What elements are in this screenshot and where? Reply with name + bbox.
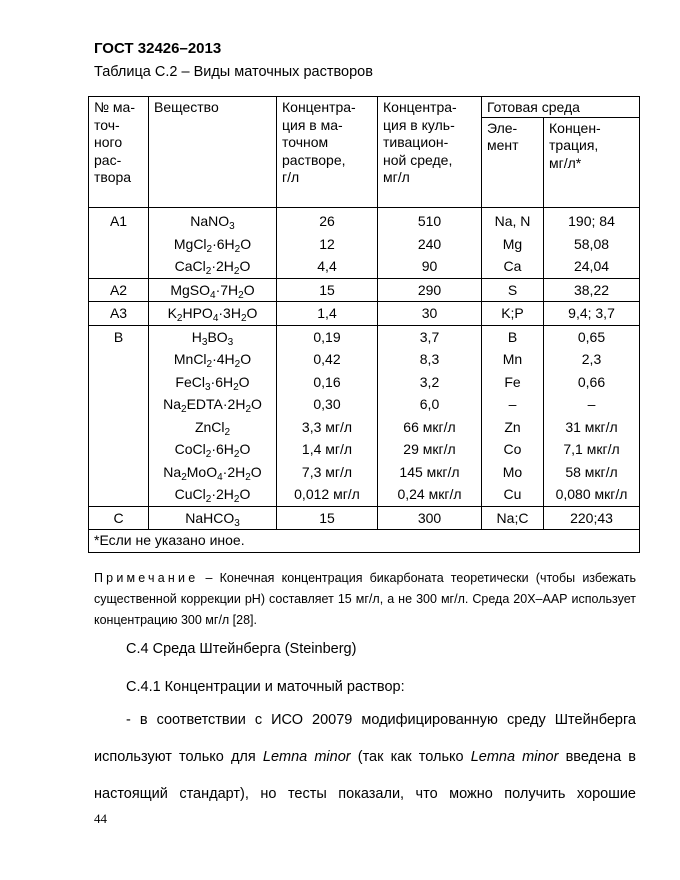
substance-cell [149, 325, 277, 506]
header-line: растворе, [282, 151, 346, 168]
element-cell [482, 506, 544, 530]
stock-concentration-cell [277, 208, 378, 279]
element-concentration-cell [544, 325, 640, 506]
culture-concentration: 6,0 [419, 396, 440, 412]
substance: ZnCl$_2$ [194, 418, 231, 438]
note-text: – Конечная концентрация бикарбоната теоретически (чтобы избежать существенной коррекции pH) составляет 15 мг/л, а не 300 мг/л. Среда 20Х–ААР использует концентрацию 300 мг/л [28]. [94, 571, 636, 627]
element-concentration: 58 мкг/л [565, 463, 618, 480]
substance: $Na_2EDTA\cdot 2H_2O$ [163, 396, 262, 415]
line2-species-1: Lemna minor [262, 749, 351, 765]
substance: $MgCl_2\cdot 6H_2O$ [173, 235, 252, 255]
table-row [89, 325, 640, 506]
substance: $CoCl_2\cdot 6H_2O$ [174, 441, 251, 460]
substance: $FeCl_3\cdot 6H_2O$ [175, 373, 250, 393]
substance: $MnCl_2\cdot 4H_2O$ [173, 351, 252, 370]
element-concentration: 24,04 [573, 258, 610, 274]
line2-text-a: используют только для [94, 749, 263, 765]
header-element-concentration [544, 117, 640, 208]
culture-concentration: 240 [417, 235, 442, 252]
line2-text-b: (так как только [350, 749, 471, 765]
substance-cell [149, 302, 277, 326]
substance: NaNO$_3$ [190, 213, 235, 232]
stock-concentration: 0,16 [313, 373, 341, 390]
element-cell [482, 278, 544, 302]
stock-concentration: 12 [319, 235, 335, 252]
stock-concentration: 7,3 мг/л [301, 463, 353, 480]
header-solution-no [89, 97, 149, 208]
header-line: ция в ма- [282, 116, 343, 133]
element: Zn [504, 418, 521, 435]
table-caption: Таблица С.2 – Виды маточных растворов [94, 64, 373, 80]
substance-cell [149, 506, 277, 530]
stock-concentration: 4,4 [317, 258, 337, 274]
page-number: 44 [94, 811, 107, 826]
section-heading-c4: С.4 Среда Штейнберга (Steinberg) [126, 641, 357, 657]
stock-concentration-cell [277, 302, 378, 326]
element-concentration: 2,3 [581, 351, 602, 367]
element-concentration: 0,66 [577, 373, 606, 390]
header-stock-concentration [277, 97, 378, 208]
header-substance: Вещество [149, 97, 277, 208]
element: Na, N [494, 213, 531, 229]
header-line: точ- [94, 116, 120, 133]
stock-concentration-cell [277, 325, 378, 506]
standard-designation: ГОСТ 32426–2013 [94, 40, 222, 57]
element: Ca [503, 258, 522, 274]
header-line: мент [487, 137, 519, 153]
header-line: Концен- [549, 119, 601, 136]
culture-concentration: 66 мкг/л [403, 418, 456, 435]
element-concentration-cell [544, 278, 640, 302]
substance: $CuCl_2\cdot 2H_2O$ [174, 486, 251, 505]
element: Mn [502, 351, 523, 367]
element-cell [482, 302, 544, 326]
element-concentration: 0,65 [577, 328, 606, 345]
element: B [507, 328, 518, 345]
header-ready-medium: Готовая среда [482, 97, 640, 118]
element: Co [503, 441, 522, 457]
culture-concentration-cell [378, 506, 482, 530]
culture-concentration: 300 [417, 509, 442, 526]
element-cell [482, 208, 544, 279]
substance: $H_3BO_3$ [191, 328, 234, 348]
element-concentration: 31 мкг/л [565, 418, 618, 435]
culture-concentration: 29 мкг/л [403, 441, 456, 457]
stock-concentration-cell [277, 278, 378, 302]
element-concentration: 7,1 мкг/л [563, 441, 620, 457]
culture-concentration: 30 [421, 305, 438, 321]
header-line: г/л [282, 169, 300, 185]
element-concentration-cell [544, 208, 640, 279]
element-concentration-cell [544, 506, 640, 530]
header-line: тивацион- [383, 134, 449, 150]
paragraph-line-1: - в соответствии с ИСО 20079 модифицированную среду Штейнберга [126, 712, 636, 728]
stock-concentration: 0,42 [313, 351, 341, 367]
solution-id: A3 [89, 302, 149, 326]
stock-concentration-cell [277, 506, 378, 530]
element: Fe [504, 373, 521, 390]
stock-concentration: 15 [319, 281, 335, 298]
line2-species-2: Lemna minor [470, 749, 559, 765]
table-row [89, 302, 640, 326]
header-line: мг/л [383, 169, 410, 185]
element: K;P [501, 305, 524, 321]
stock-concentration: 26 [319, 213, 335, 229]
element-concentration: 190; 84 [568, 213, 615, 229]
header-line: Концентра- [282, 99, 356, 115]
element: S [507, 281, 518, 298]
substance-cell [149, 278, 277, 302]
culture-concentration-cell [378, 208, 482, 279]
culture-concentration: 3,7 [419, 328, 440, 345]
header-line: рас- [94, 151, 122, 168]
stock-concentration: 0,30 [313, 396, 341, 412]
element-concentration-cell [544, 302, 640, 326]
header-line: точном [282, 134, 329, 150]
line2-text-c: введена в [558, 749, 636, 765]
culture-concentration-cell [378, 278, 482, 302]
element-cell [482, 325, 544, 506]
element: Mg [502, 235, 523, 252]
element: Cu [503, 486, 522, 502]
solution-id: A2 [89, 278, 149, 302]
paragraph-line-2 [94, 749, 636, 765]
header-line: Эле- [487, 119, 518, 136]
paragraph-line-3: настоящий стандарт), но тесты показали, что можно получить хорошие [94, 786, 636, 802]
culture-concentration: 510 [417, 213, 442, 229]
solution-id: B [89, 325, 149, 506]
header-line: мг/л* [549, 154, 582, 171]
stock-concentration: 15 [319, 509, 335, 526]
substance-cell [149, 208, 277, 279]
header-line: трация, [549, 137, 599, 153]
table-body [89, 208, 640, 530]
culture-concentration: 90 [421, 258, 438, 274]
element-concentration: 0,080 мкг/л [555, 486, 628, 502]
stock-concentration: 3,3 мг/л [301, 418, 353, 435]
culture-concentration-cell [378, 302, 482, 326]
element-concentration: 38,22 [573, 281, 610, 298]
element: – [508, 396, 517, 412]
header-culture-concentration [378, 97, 482, 208]
culture-concentration: 145 мкг/л [399, 463, 460, 480]
header-element [482, 117, 544, 208]
table-footnote: *Если не указано иное. [89, 530, 640, 553]
culture-concentration-cell [378, 325, 482, 506]
element-concentration: 9,4; 3,7 [568, 305, 615, 321]
table-note [94, 568, 636, 631]
solution-id: C [89, 506, 149, 530]
culture-concentration: 3,2 [419, 373, 440, 390]
stock-concentration: 0,012 мг/л [294, 486, 360, 502]
element: Mo [502, 463, 523, 480]
section-heading-c41: С.4.1 Концентрации и маточный раствор: [126, 679, 405, 695]
header-line: № ма- [94, 99, 135, 115]
header-line: ного [94, 134, 123, 150]
table-row [89, 506, 640, 530]
substance: $K_2HPO_4\cdot 3H_2O$ [167, 305, 258, 324]
substance: $CaCl_2\cdot 2H_2O$ [174, 258, 251, 277]
element-concentration: 58,08 [573, 235, 610, 252]
culture-concentration: 8,3 [419, 351, 440, 367]
table-row [89, 208, 640, 279]
header-line: твора [94, 169, 132, 185]
header-line: Концентра- [383, 99, 457, 115]
substance: $MgSO_4\cdot 7H_2O$ [170, 281, 255, 301]
solution-id: A1 [89, 208, 149, 279]
element: Na;C [496, 509, 529, 526]
element-concentration: 220;43 [570, 509, 613, 526]
culture-concentration: 290 [417, 281, 442, 298]
header-line: ной среде, [383, 151, 453, 168]
substance: $Na_2MoO_4\cdot 2H_2O$ [163, 463, 262, 483]
stock-solutions-table [88, 96, 640, 553]
substance: NaHCO$_3$ [185, 509, 240, 529]
stock-concentration: 1,4 [317, 305, 337, 321]
note-label: Примечание [94, 571, 199, 585]
culture-concentration: 0,24 мкг/л [397, 486, 462, 502]
table-row [89, 278, 640, 302]
header-line: ция в куль- [383, 116, 455, 133]
element-concentration: – [587, 396, 596, 412]
stock-concentration: 1,4 мг/л [301, 441, 353, 457]
stock-concentration: 0,19 [313, 328, 341, 345]
